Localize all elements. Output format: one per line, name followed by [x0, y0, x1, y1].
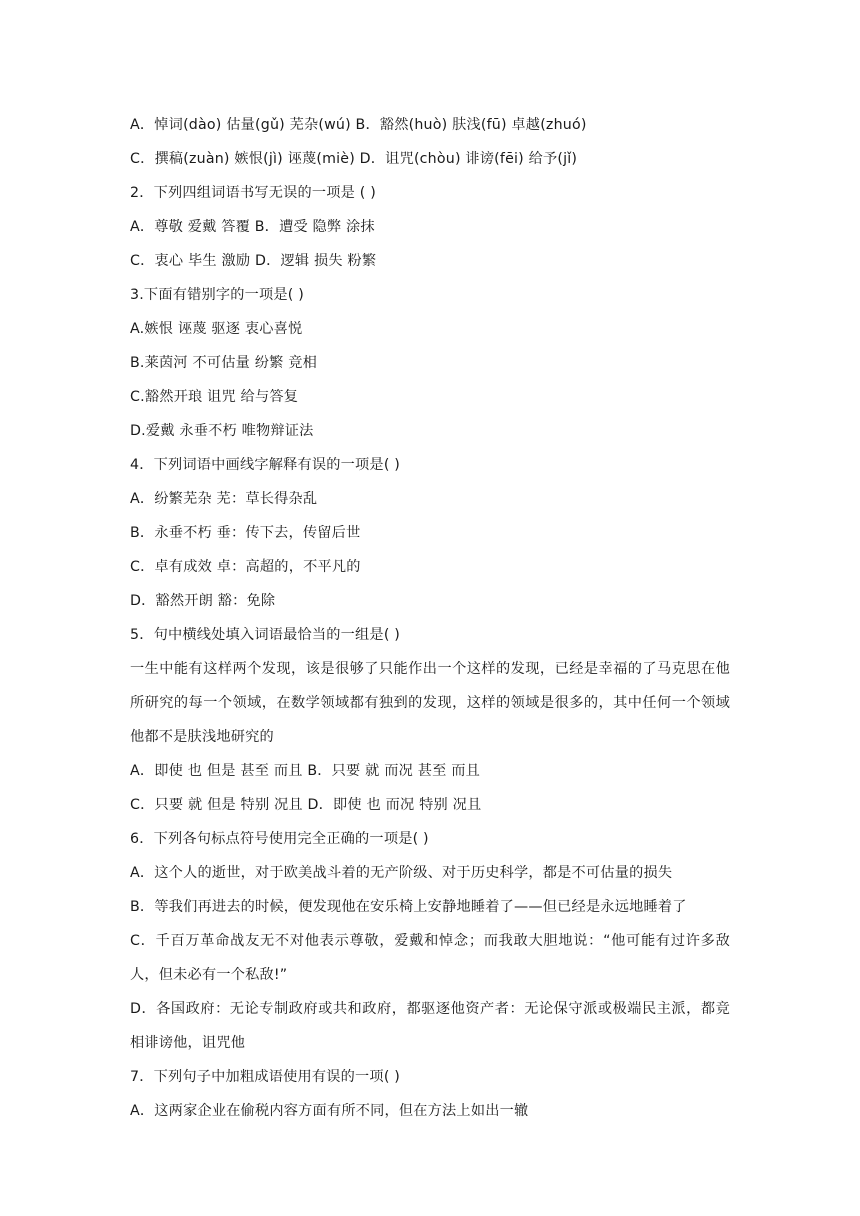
q2-options-ab: A．尊敬 爱戴 答覆 B．遭受 隐弊 涂抹 — [130, 219, 375, 235]
q5-options-ab: A．即使 也 但是 甚至 而且 B．只要 就 而况 甚至 而且 — [130, 763, 480, 779]
q6-option-c: C．千百万革命战友无不对他表示尊敬，爱戴和悼念；而我敢大胆地说：“他可能有过许多敌人，但未必有一个私敌!” — [130, 933, 730, 983]
q3-stem: 3.下面有错别字的一项是( ) — [130, 287, 304, 303]
q4-option-d: D．豁然开朗 豁：免除 — [130, 593, 276, 609]
q5-stem: 5．句中横线处填入词语最恰当的一组是( ) — [130, 627, 400, 643]
document-page — [130, 108, 730, 1128]
q2-stem: 2．下列四组词语书写无误的一项是 ( ) — [130, 185, 376, 201]
q3-option-d: D.爱戴 永垂不朽 唯物辩证法 — [130, 423, 314, 439]
q6-option-b: B．等我们再进去的时候，便发现他在安乐椅上安静地睡着了——但已经是永远地睡着了 — [130, 899, 687, 915]
q1-options-ab: A．悼词(dào) 估量(gǔ) 芜杂(wú) B．豁然(huò) 肤浅(fū) 卓越(zhuó) — [130, 117, 587, 133]
q7-option-a: A．这两家企业在偷税内容方面有所不同，但在方法上如出一辙 — [130, 1103, 529, 1119]
q3-option-c: C.豁然开琅 诅咒 给与答复 — [130, 389, 299, 405]
q3-option-a: A.嫉恨 诬蔑 驱逐 衷心喜悦 — [130, 321, 303, 337]
q4-option-c: C．卓有成效 卓：高超的，不平凡的 — [130, 559, 361, 575]
q4-option-a: A．纷繁芜杂 芜：草长得杂乱 — [130, 491, 318, 507]
q6-option-a: A．这个人的逝世，对于欧美战斗着的无产阶级、对于历史科学，都是不可估量的损失 — [130, 865, 673, 881]
q5-passage: 一生中能有这样两个发现，该是很够了只能作出一个这样的发现，已经是幸福的了马克思在他所研究的每一个领域，在数学领域都有独到的发现，这样的领域是很多的，其中任何一个领域他都不是肤浅地研究的 — [130, 661, 730, 745]
q6-option-d: D．各国政府：无论专制政府或共和政府，都驱逐他资产者：无论保守派或极端民主派，都竞相诽谤他，诅咒他 — [130, 1001, 730, 1051]
q7-stem: 7．下列句子中加粗成语使用有误的一项( ) — [130, 1069, 400, 1085]
q2-options-cd: C．衷心 毕生 激励 D．逻辑 损失 粉繁 — [130, 253, 377, 269]
q4-stem: 4．下列词语中画线字解释有误的一项是( ) — [130, 457, 400, 473]
q4-option-b: B．永垂不朽 垂：传下去，传留后世 — [130, 525, 361, 541]
q3-option-b: B.莱茵河 不可估量 纷繁 竞相 — [130, 355, 318, 371]
q6-stem: 6．下列各句标点符号使用完全正确的一项是( ) — [130, 831, 429, 847]
q5-options-cd: C．只要 就 但是 特别 况且 D．即使 也 而况 特别 况且 — [130, 797, 482, 813]
q1-options-cd: C．撰稿(zuàn) 嫉恨(jì) 诬蔑(miè) D．诅咒(chòu) 诽谤(fēi) 给予(jǐ) — [130, 151, 578, 167]
